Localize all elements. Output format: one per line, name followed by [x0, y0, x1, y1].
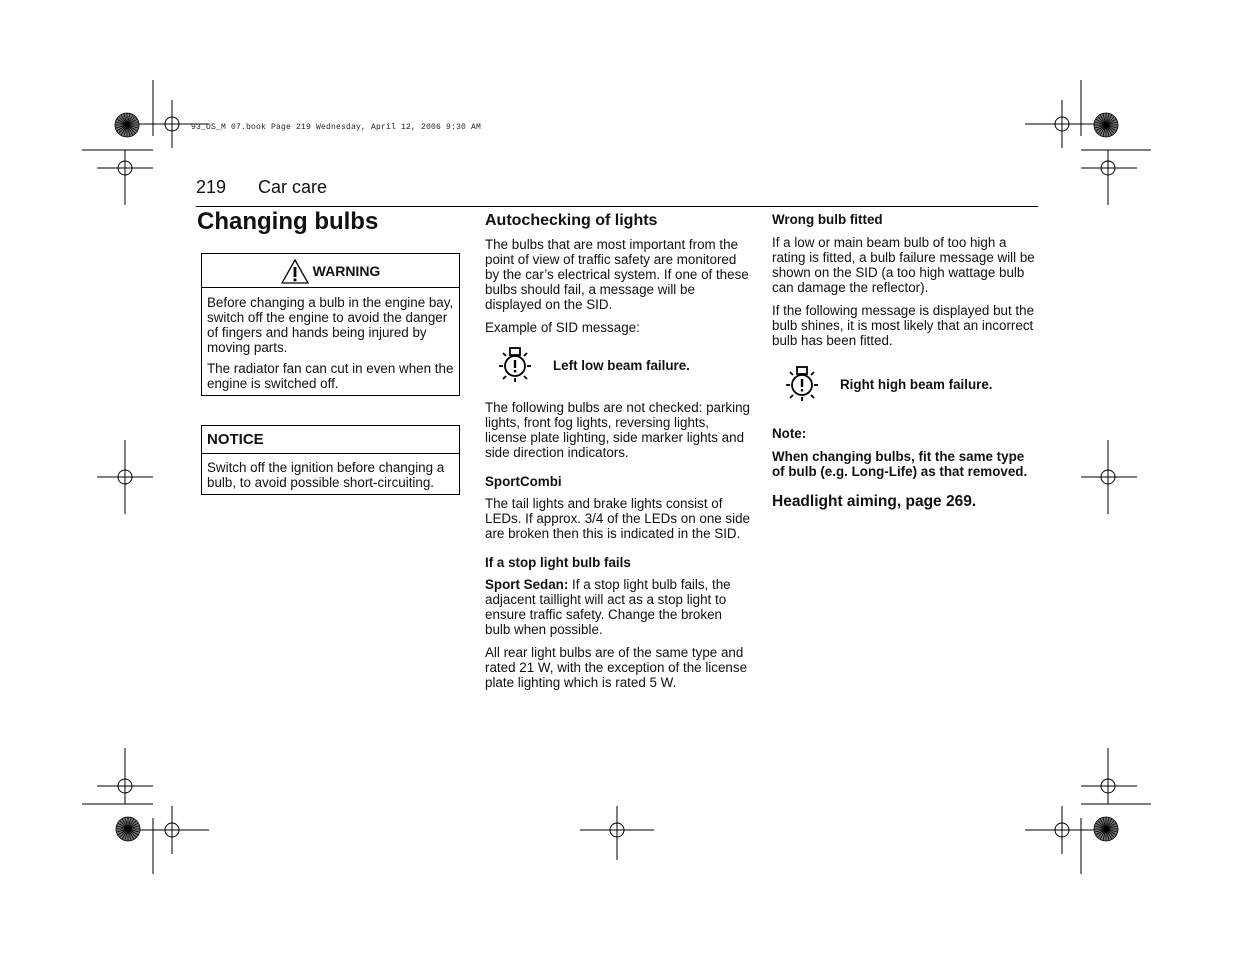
- bulb-failure-icon: [495, 344, 539, 386]
- header-rule: [196, 206, 1038, 207]
- paragraph: [485, 577, 750, 637]
- column-wrong-bulb: [772, 212, 1038, 511]
- note-text: When changing bulbs, fit the same type of bulb (e.g. Long-Life) as that removed.: [772, 449, 1028, 479]
- warning-header: [202, 254, 459, 288]
- registration-mark-icon: [135, 806, 209, 854]
- page-title: Changing bulbs: [197, 208, 379, 235]
- sid-message-example: [782, 362, 1038, 406]
- paragraph: If a low or main beam bulb of too high a rating is fitted, a bulb failure message will be shown on the SID (a too high wattage bulb can damage the reflector).: [772, 235, 1035, 295]
- star-target-icon: [1094, 113, 1118, 137]
- notice-header: [202, 426, 459, 454]
- registration-mark-icon: [1081, 150, 1137, 205]
- paragraph: The bulbs that are most important from the point of view of traffic safety are monitored by the car’s electrical system. If one of these bulbs should fail, a message will be displayed on the SID.: [485, 237, 749, 312]
- registration-mark-icon: [97, 748, 153, 804]
- sid-message-example: [495, 343, 750, 387]
- sid-message-text: Right high beam failure.: [840, 376, 993, 392]
- sid-message-text: Left low beam failure.: [553, 357, 690, 373]
- page-number: 219: [196, 177, 227, 197]
- registration-mark-icon: [97, 150, 153, 205]
- registration-mark-icon: [1025, 100, 1099, 148]
- paragraph: All rear light bulbs are of the same type and rated 21 W, with the exception of the license plate lighting which is rated 5 W.: [485, 645, 748, 690]
- heading-autochecking: Autochecking of lights: [485, 212, 658, 229]
- note-label: Note:: [772, 426, 807, 441]
- section-title: Car care: [258, 177, 328, 197]
- registration-mark-icon: [1025, 806, 1099, 854]
- warning-box: [201, 253, 460, 396]
- paragraph: The tail lights and brake lights consist of LEDs. If approx. 3/4 of the LEDs on one side are broken then this is indicated in the SID.: [485, 496, 750, 541]
- print-info-line: 93_US_M 07.book Page 219 Wednesday, April 12, 2006 9:30 AM: [191, 123, 482, 132]
- paragraph: The following bulbs are not checked: parking lights, front fog lights, reversing lights, license plate lighting, side marker lights and side direction indicators.: [485, 400, 750, 460]
- bulb-failure-icon: [782, 363, 826, 405]
- sport-sedan-label: Sport Sedan:: [485, 577, 569, 592]
- warning-title: WARNING: [312, 262, 381, 279]
- warning-text: Before changing a bulb in the engine bay, switch off the engine to avoid the danger of fingers and hands being injured by moving parts.: [207, 295, 454, 355]
- paragraph: If the following message is displayed but the bulb shines, it is most likely that an incorrect bulb has been fitted.: [772, 303, 1035, 348]
- column-autochecking: [485, 212, 750, 696]
- paragraph: Example of SID message:: [485, 320, 640, 335]
- notice-title: NOTICE: [207, 431, 264, 448]
- heading-sportcombi: SportCombi: [485, 474, 562, 489]
- warning-triangle-icon: [281, 258, 309, 284]
- notice-box: [201, 425, 460, 495]
- registration-mark-icon: [97, 440, 153, 514]
- registration-mark-icon: [580, 806, 654, 860]
- cross-reference: Headlight aiming, page 269.: [772, 493, 977, 510]
- star-target-icon: [115, 113, 139, 137]
- star-target-icon: [116, 817, 140, 841]
- registration-mark-icon: [1081, 440, 1137, 514]
- registration-mark-icon: [1081, 748, 1137, 804]
- warning-text: The radiator fan can cut in even when the engine is switched off.: [207, 361, 454, 391]
- notice-text: Switch off the ignition before changing a bulb, to avoid possible short-circuiting.: [207, 460, 445, 490]
- star-target-icon: [1094, 817, 1118, 841]
- paragraph-text: If a stop light bulb fails, the adjacent taillight will act as a stop light to ensure traffic safety. Change the broken bulb when possible.: [485, 577, 731, 637]
- heading-stop-light: If a stop light bulb fails: [485, 555, 631, 570]
- heading-wrong-bulb: Wrong bulb fitted: [772, 212, 883, 227]
